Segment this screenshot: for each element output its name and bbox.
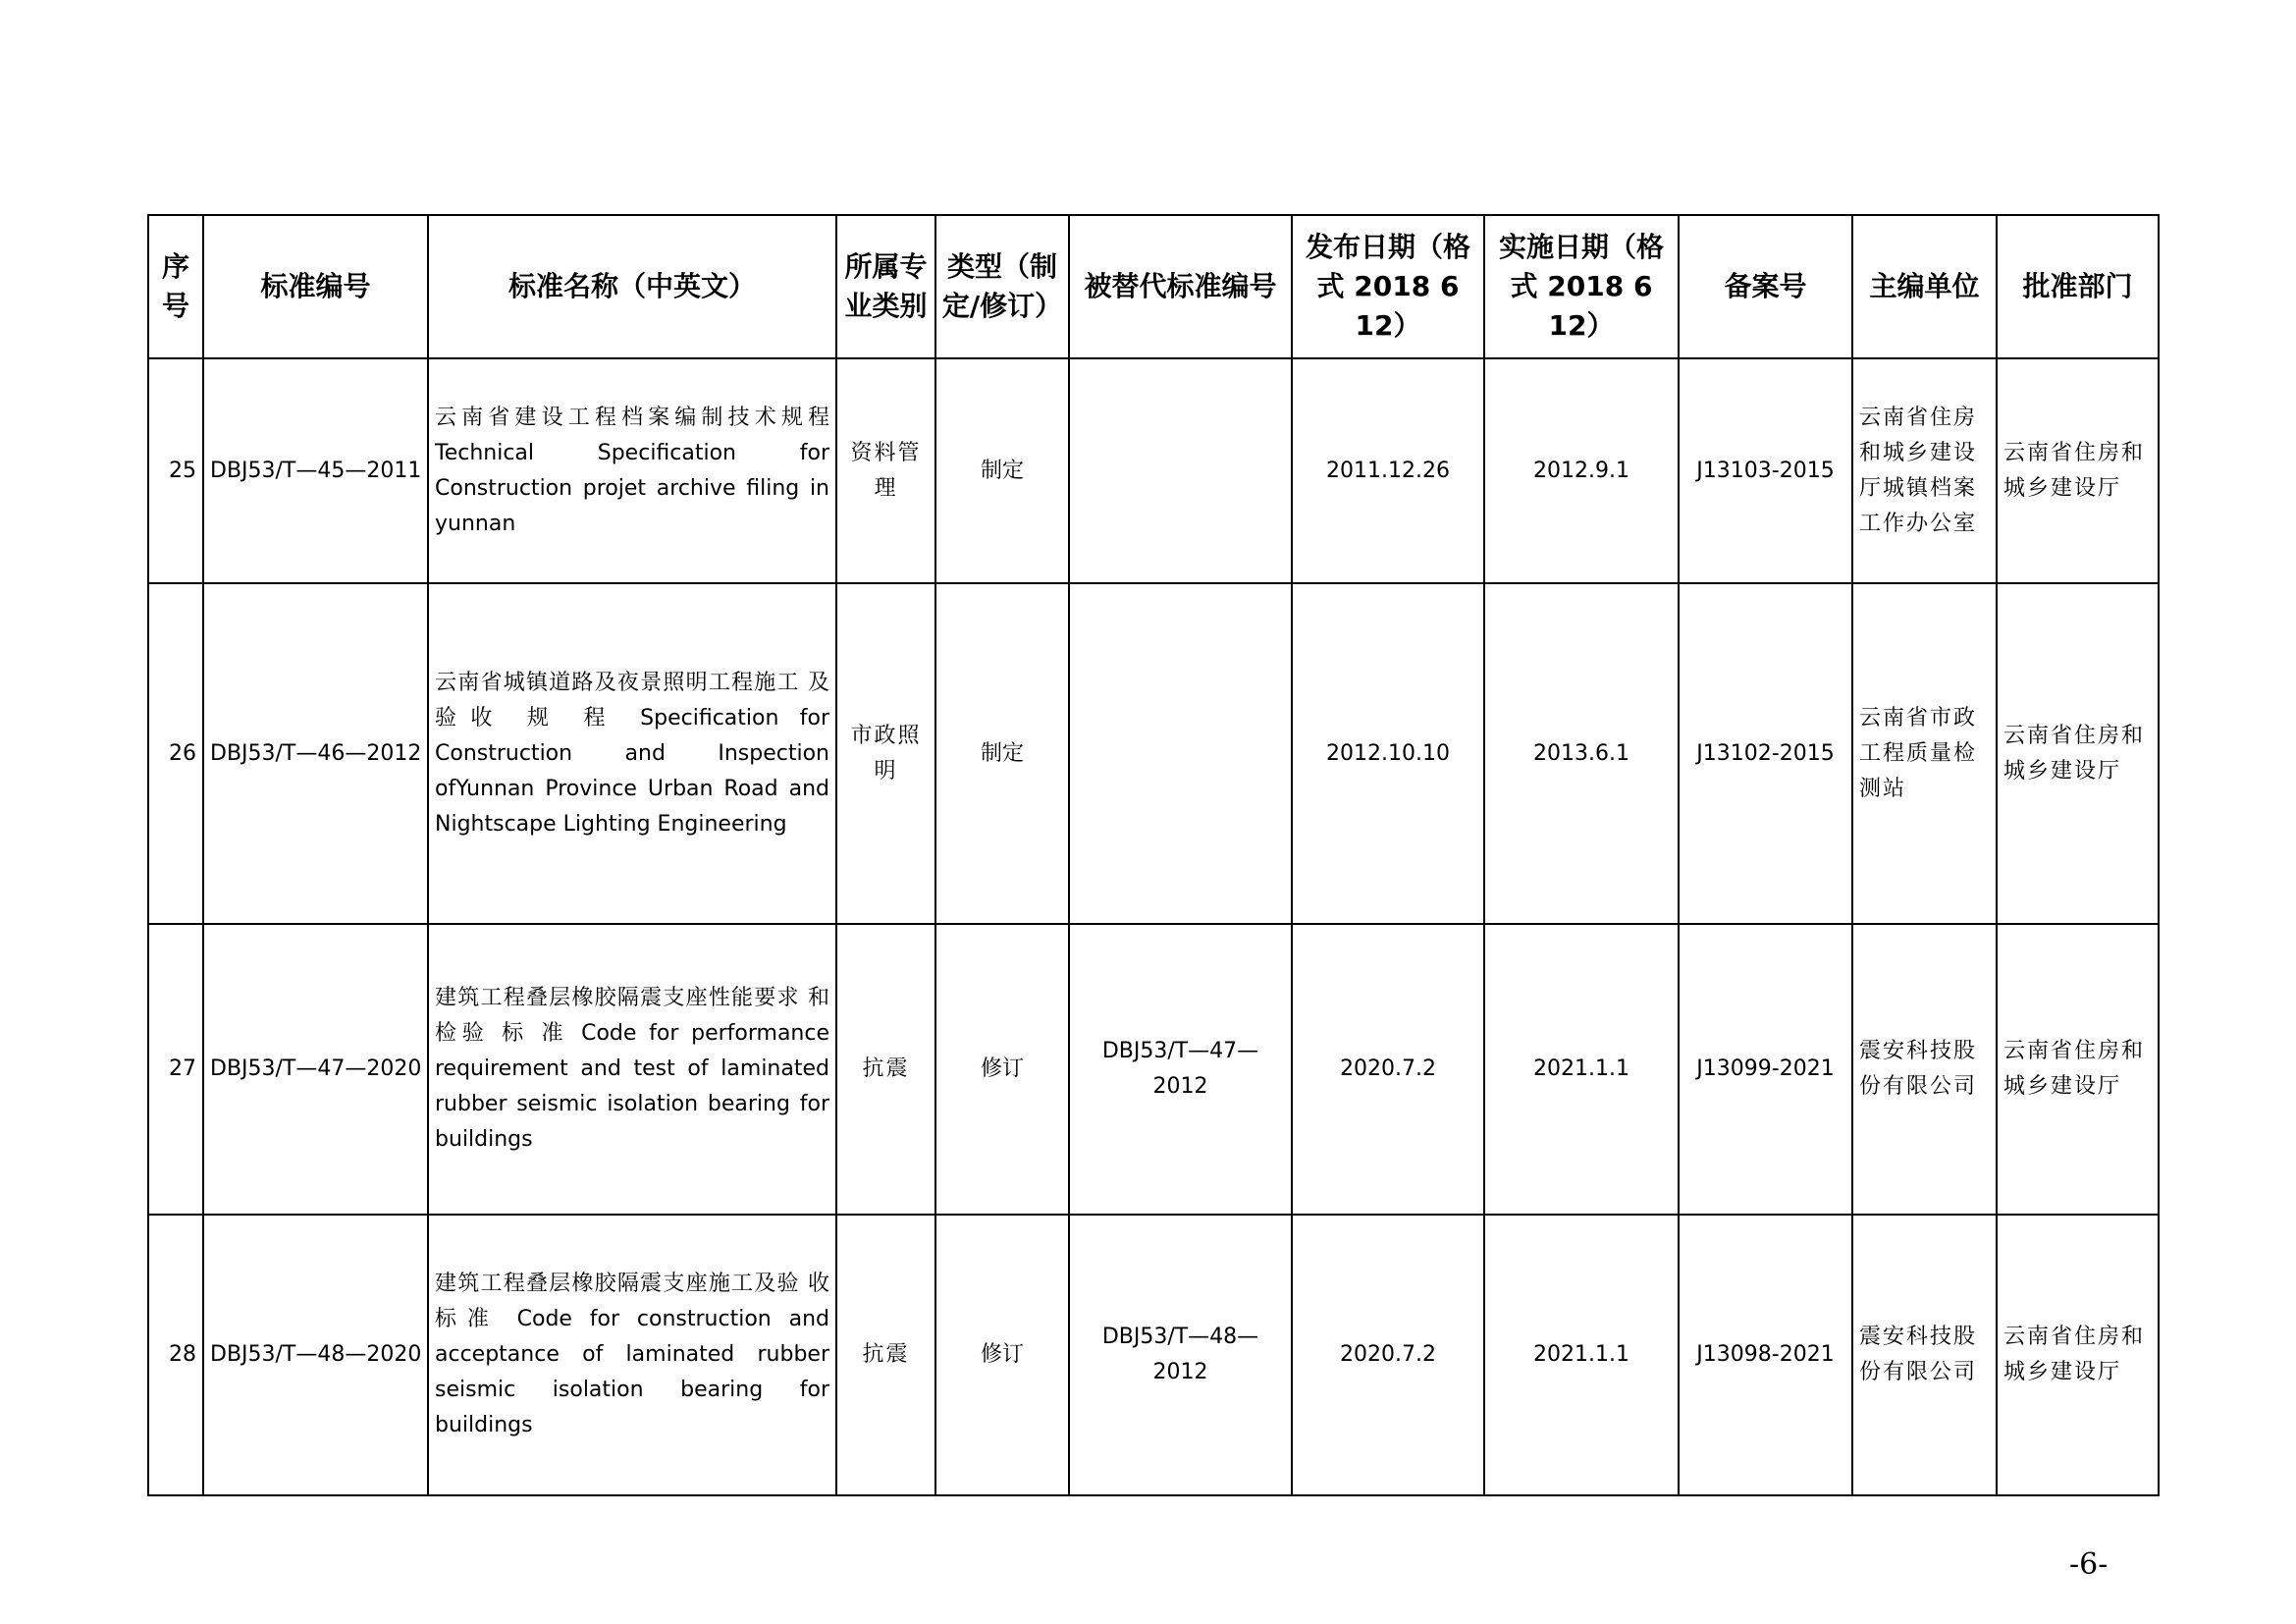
row-publish-date: 2020.7.2 <box>1292 924 1484 1216</box>
row-record-no: J13102-2015 <box>1679 583 1852 924</box>
row-approver: 云南省住房和城乡建设厅 <box>1997 358 2159 583</box>
header-effective-date: 实施日期（格式 2018 6 12） <box>1484 215 1679 358</box>
row-effective-date: 2021.1.1 <box>1484 1215 1679 1495</box>
header-code: 标准编号 <box>203 215 428 358</box>
row-replaced: DBJ53/T—48—2012 <box>1069 1215 1292 1495</box>
row-approver: 云南省住房和城乡建设厅 <box>1997 583 2159 924</box>
row-approver: 云南省住房和城乡建设厅 <box>1997 924 2159 1216</box>
row-record-no: J13099-2021 <box>1679 924 1852 1216</box>
header-editor: 主编单位 <box>1852 215 1997 358</box>
row-code: DBJ53/T—46—2012 <box>203 583 428 924</box>
row-name: 建筑工程叠层橡胶隔震支座施工及验 收标准 Code for construction and acceptance of laminated rubber seismic isolation bearing for buildings <box>428 1215 836 1495</box>
row-record-no: J13103-2015 <box>1679 358 1852 583</box>
row-publish-date: 2012.10.10 <box>1292 583 1484 924</box>
header-replaced: 被替代标准编号 <box>1069 215 1292 358</box>
row-type: 修订 <box>935 924 1069 1216</box>
row-category: 抗震 <box>836 924 935 1216</box>
row-code: DBJ53/T—47—2020 <box>203 924 428 1216</box>
row-editor: 震安科技股份有限公司 <box>1852 924 1997 1216</box>
row-editor: 震安科技股份有限公司 <box>1852 1215 1997 1495</box>
header-type: 类型（制定/修订） <box>935 215 1069 358</box>
table-header-row <box>148 215 2159 358</box>
row-name: 云南省建设工程档案编制技术规程 Technical Specification for Construction projet archive filing in yunnan <box>428 358 836 583</box>
row-replaced <box>1069 583 1292 924</box>
row-seq: 25 <box>148 358 203 583</box>
row-type: 制定 <box>935 583 1069 924</box>
row-replaced <box>1069 358 1292 583</box>
row-name: 云南省城镇道路及夜景照明工程施工 及验收 规 程 Specification for Construction and Inspection ofYunnan Province Urban Road and Nightscape Lighting Engineering <box>428 583 836 924</box>
row-category: 抗震 <box>836 1215 935 1495</box>
page-number: -6- <box>2069 1547 2109 1582</box>
row-record-no: J13098-2021 <box>1679 1215 1852 1495</box>
row-seq: 28 <box>148 1215 203 1495</box>
header-category: 所属专业类别 <box>836 215 935 358</box>
row-approver: 云南省住房和城乡建设厅 <box>1997 1215 2159 1495</box>
row-publish-date: 2020.7.2 <box>1292 1215 1484 1495</box>
header-seq: 序号 <box>148 215 203 358</box>
row-effective-date: 2012.9.1 <box>1484 358 1679 583</box>
row-effective-date: 2021.1.1 <box>1484 924 1679 1216</box>
header-approver: 批准部门 <box>1997 215 2159 358</box>
row-editor: 云南省市政工程质量检测站 <box>1852 583 1997 924</box>
row-seq: 26 <box>148 583 203 924</box>
row-code: DBJ53/T—48—2020 <box>203 1215 428 1495</box>
standards-table <box>147 214 2160 1496</box>
row-name: 建筑工程叠层橡胶隔震支座性能要求 和检验 标 准 Code for performance requirement and test of laminated rubber seismic isolation bearing for buildings <box>428 924 836 1216</box>
row-type: 制定 <box>935 358 1069 583</box>
row-publish-date: 2011.12.26 <box>1292 358 1484 583</box>
row-replaced: DBJ53/T—47—2012 <box>1069 924 1292 1216</box>
row-seq: 27 <box>148 924 203 1216</box>
table-row <box>148 924 2159 1216</box>
row-code: DBJ53/T—45—2011 <box>203 358 428 583</box>
row-category: 市政照明 <box>836 583 935 924</box>
header-record-no: 备案号 <box>1679 215 1852 358</box>
table-row <box>148 1215 2159 1495</box>
header-publish-date: 发布日期（格式 2018 6 12） <box>1292 215 1484 358</box>
row-category: 资料管理 <box>836 358 935 583</box>
table-row <box>148 583 2159 924</box>
row-type: 修订 <box>935 1215 1069 1495</box>
row-editor: 云南省住房和城乡建设厅城镇档案工作办公室 <box>1852 358 1997 583</box>
row-effective-date: 2013.6.1 <box>1484 583 1679 924</box>
table-row <box>148 358 2159 583</box>
header-name: 标准名称（中英文） <box>428 215 836 358</box>
